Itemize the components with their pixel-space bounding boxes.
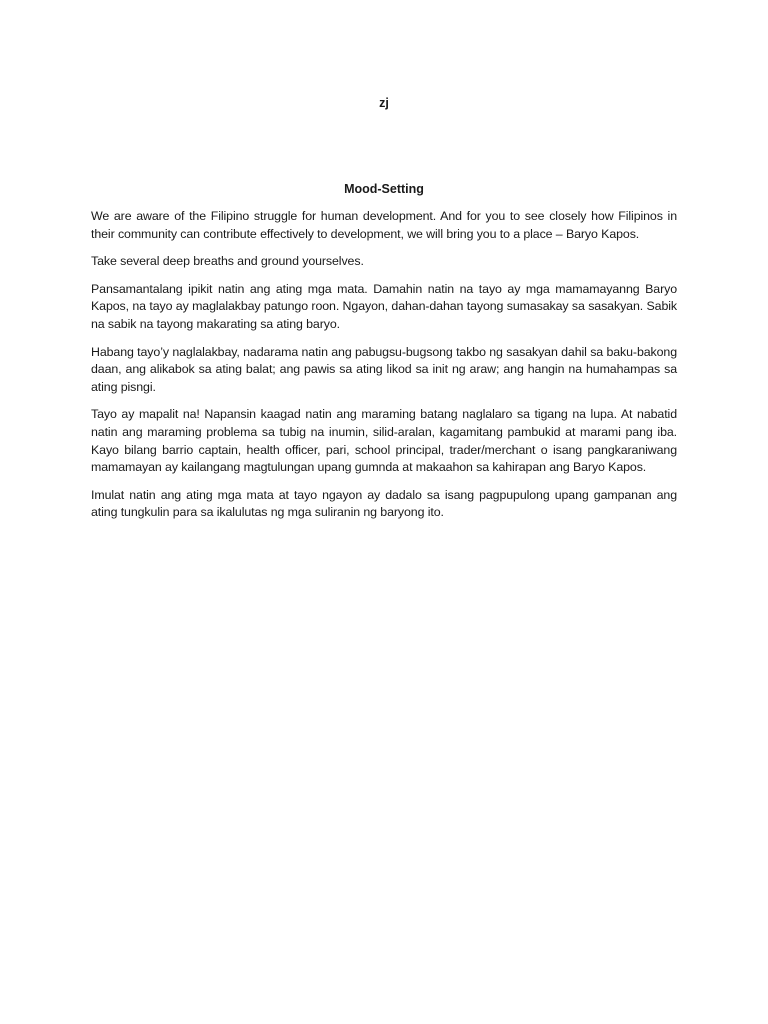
paragraph-open-eyes: Imulat natin ang ating mga mata at tayo ngayon ay dadalo sa isang pagpupulong upang gampanan ang ating tungkulin para sa ikalulutas ng mga suliranin ng baryong ito. xyxy=(91,487,677,520)
paragraph-intro: We are aware of the Filipino struggle for human development. And for you to see closely how Filipinos in their community can contribute effectively to development, we will bring you to a place – Baryo Kapos. xyxy=(91,209,677,241)
document-title: Mood-Setting xyxy=(344,182,424,196)
paragraph-breathe: Take several deep breaths and ground yourselves. xyxy=(91,254,364,269)
paragraph-arrival: Tayo ay mapalit na! Napansin kaagad natin ang maraming batang naglalaro sa tigang na lupa. At nabatid natin ang maraming problema sa tubig na inumin, silid-aralan, kagamitang pambukid at marami pang iba. Kayo bilang barrio captain, health officer, pari, school principal, trader/merchant o isang pangkaraniwang mamamayan ay kailangang magtulungan upang gumnda at makaahon sa kahirapan ang Baryo Kapos. xyxy=(91,407,677,475)
document-body xyxy=(91,208,677,532)
header-mark: zj xyxy=(379,96,389,110)
paragraph-close-eyes: Pansamantalang ipikit natin ang ating mga mata. Damahin natin na tayo ay mga mamamayanng Baryo Kapos, na tayo ay maglalakbay patungo roon. Ngayon, dahan-dahan tayong sumasakay sa sasakyan. Sabik na sabik na tayong makarating sa ating baryo. xyxy=(91,281,677,331)
paragraph-journey: Habang tayo’y naglalakbay, nadarama natin ang pabugsu-bugsong takbo ng sasakyan dahil sa baku-bakong daan, ang alikabok sa ating balat; ang pawis sa ating likod sa init ng araw; ang hangin na humahampas sa ating pisngi. xyxy=(91,344,677,394)
